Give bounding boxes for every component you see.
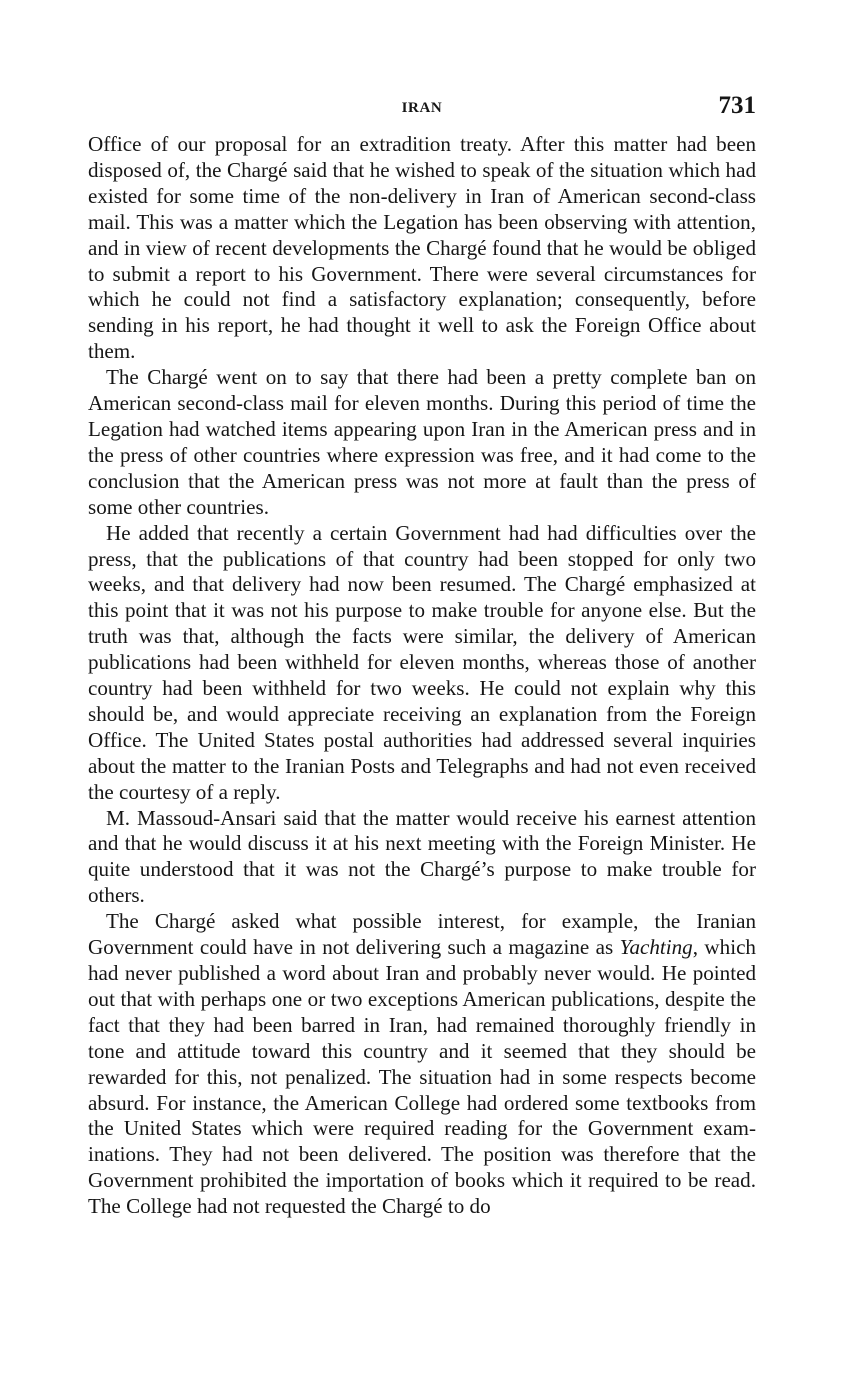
paragraph-5-start: The Chargé asked what possible interest, for example, the Iranian Government could have in not delivering such a magazine as (88, 909, 756, 960)
paragraph-4: M. Massoud-Ansari said that the matter would receive his earnest attention and that he would discuss it at his next meeting with the Foreign Minister. He quite understood that it was not the Chargé’s purpose to make trouble for others. (88, 805, 756, 908)
body-text (88, 132, 756, 1220)
document-page (88, 92, 756, 1220)
paragraph-2: The Chargé went on to say that there had been a pretty complete ban on American second-class mail for eleven months. During this period of time the Legation had watched items appearing upon Iran in the American press and in the press of other countries where expression was free, and it had come to the conclusion that the American press was not more at fault than the press of some other countries. (88, 365, 756, 519)
magazine-title: Yachting (619, 935, 693, 960)
page-header (88, 92, 756, 132)
paragraph-1: Office of our proposal for an extradition treaty. After this matter had been disposed of, the Chargé said that he wished to speak of the situation which had existed for some time of the non-delivery in Iran of American second-class mail. This was a matter which the Legation has been observing with attention, and in view of recent developments the Chargé found that he would be obliged to submit a report to his Government. There were several circumstances for which he could not find a satisfactory explanation; consequently, before sending in his report, he had thought it well to ask the Foreign Office about them. (88, 132, 756, 364)
page-number: 731 (718, 92, 756, 119)
paragraph-5-end: , which had never published a word about Iran and probably never would. He pointed out that with perhaps one or two exceptions American publications, despite the fact that they had been barred in Iran, had remained thoroughly friendly in tone and attitude toward this country and it seemed that they should be rewarded for this, not penalized. The situation had in some respects become absurd. For instance, the American College had ordered some textbooks from the United States which were required reading for the Government examinations. They had not been delivered. The position was therefore that the Government prohibited the importation of books which it required to be read. The College had not requested the Chargé to do (88, 935, 756, 1219)
paragraph-3: He added that recently a certain Government had had difficulties over the press, that the publications of that country had been stopped for only two weeks, and that delivery had now been resumed. The Chargé emphasized at this point that it was not his purpose to make trouble for anyone else. But the truth was that, although the facts were similar, the delivery of American publications had been withheld for eleven months, whereas those of another country had been withheld for two weeks. He could not explain why this should be, and would appreciate receiving an explanation from the Foreign Office. The United States postal authorities had addressed several inquiries about the matter to the Iranian Posts and Telegraphs and had not even received the courtesy of a reply. (88, 520, 756, 804)
running-head: IRAN (401, 100, 443, 116)
paragraph-5 (88, 909, 756, 1220)
